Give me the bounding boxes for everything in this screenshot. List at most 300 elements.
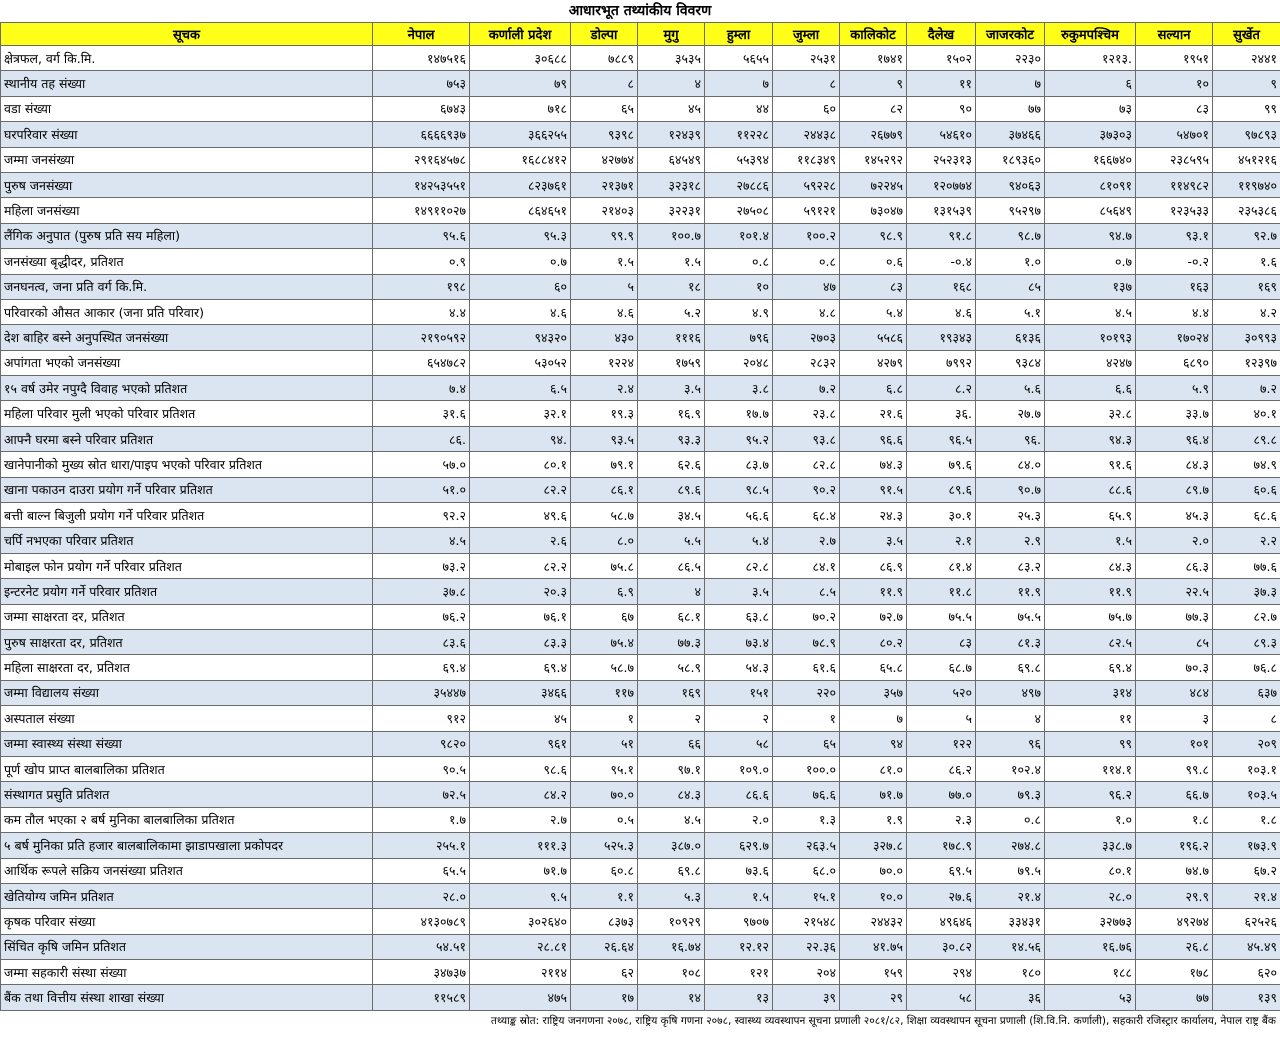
value-cell: ४.२ <box>1213 299 1280 324</box>
value-cell: ३४७३७ <box>373 960 470 985</box>
value-cell: २.७ <box>470 807 571 832</box>
value-cell: ८२.२ <box>470 477 571 502</box>
value-cell: २७४.८ <box>976 833 1045 858</box>
value-cell: ३४.५ <box>638 503 705 528</box>
value-cell: ६२० <box>1213 960 1280 985</box>
value-cell: ८९.६ <box>907 477 976 502</box>
header-column: सुर्खेत <box>1213 23 1280 46</box>
value-cell: २०४ <box>773 960 840 985</box>
value-cell: ९५.१ <box>571 756 638 781</box>
indicator-label: मोबाइल फोन प्रयोग गर्ने परिवार प्रतिशत <box>1 553 373 578</box>
value-cell: ५२५.३ <box>571 833 638 858</box>
value-cell: १० <box>1136 71 1213 96</box>
value-cell: ३ <box>1136 706 1213 731</box>
value-cell: १५.१ <box>773 883 840 908</box>
value-cell: ६.९ <box>571 579 638 604</box>
table-row <box>1 46 1280 71</box>
value-cell: ५८.९ <box>638 655 705 680</box>
value-cell: १४७५१६ <box>373 46 470 71</box>
header-row <box>1 23 1280 46</box>
indicator-label: खाना पकाउन दाउरा प्रयोग गर्ने परिवार प्रतिशत <box>1 477 373 502</box>
value-cell: १२३५३३ <box>1136 198 1213 223</box>
value-cell: २०४८ <box>705 350 773 375</box>
table-row <box>1 376 1280 401</box>
value-cell: १०९२९ <box>638 909 705 934</box>
value-cell: २६७७९ <box>840 122 907 147</box>
value-cell: १९६.२ <box>1136 833 1213 858</box>
value-cell: १.८ <box>1136 807 1213 832</box>
value-cell: २१४०३ <box>571 198 638 223</box>
indicator-label: जनसंख्या बृद्धीदर, प्रतिशत <box>1 249 373 274</box>
value-cell: ५८ <box>907 985 976 1010</box>
value-cell: २८.८१ <box>470 934 571 959</box>
value-cell: १० <box>705 274 773 299</box>
value-cell: ८९.३ <box>1213 629 1280 654</box>
value-cell: ५३०५२ <box>470 350 571 375</box>
indicator-label: घरपरिवार संख्या <box>1 122 373 147</box>
table-body <box>1 46 1280 1011</box>
value-cell: ५५८६ <box>840 325 907 350</box>
table-row <box>1 350 1280 375</box>
header-column: जाजरकोट <box>976 23 1045 46</box>
value-cell: ८६४६५१ <box>470 198 571 223</box>
value-cell: ८१.३ <box>976 629 1045 654</box>
value-cell: ५९२२८ <box>773 172 840 197</box>
value-cell: ९८२० <box>373 731 470 756</box>
value-cell: ५८.७ <box>571 655 638 680</box>
value-cell: १.१ <box>571 883 638 908</box>
value-cell: ९४३२० <box>470 325 571 350</box>
value-cell: ७६.२ <box>373 604 470 629</box>
value-cell: ९० <box>907 96 976 121</box>
value-cell: ६८.० <box>773 858 840 883</box>
value-cell: ६५ <box>773 731 840 756</box>
value-cell: १६९ <box>1213 274 1280 299</box>
indicator-label: स्थानीय तह संख्या <box>1 71 373 96</box>
value-cell: ०.९ <box>373 249 470 274</box>
value-cell: १०२.४ <box>976 756 1045 781</box>
value-cell: ८४.३ <box>1136 452 1213 477</box>
value-cell: ३.८ <box>705 376 773 401</box>
value-cell: ८.५ <box>773 579 840 604</box>
value-cell: १८८ <box>1045 960 1136 985</box>
value-cell: ५४७०१ <box>1136 122 1213 147</box>
value-cell: ६०.६ <box>1213 477 1280 502</box>
value-cell: ९६.४ <box>1136 426 1213 451</box>
value-cell: ९१.५ <box>840 477 907 502</box>
value-cell: ८.० <box>571 528 638 553</box>
value-cell: ९६ <box>976 731 1045 756</box>
value-cell: ६९.४ <box>373 655 470 680</box>
value-cell: ८३७३ <box>571 909 638 934</box>
value-cell: ६३७ <box>1213 680 1280 705</box>
value-cell: ११.९ <box>1045 579 1136 604</box>
value-cell: १५१ <box>705 680 773 705</box>
value-cell: ८०.१ <box>470 452 571 477</box>
value-cell: ४१.७५ <box>840 934 907 959</box>
value-cell: ९४.३ <box>1045 426 1136 451</box>
value-cell: ६९.८ <box>976 655 1045 680</box>
table-row <box>1 325 1280 350</box>
table-row <box>1 909 1280 934</box>
value-cell: ९०.२ <box>773 477 840 502</box>
value-cell: १.५ <box>705 883 773 908</box>
value-cell: ८४.० <box>976 452 1045 477</box>
table-row <box>1 172 1280 197</box>
value-cell: ८९.८ <box>1213 426 1280 451</box>
value-cell: १८९३६० <box>976 147 1045 172</box>
value-cell: ९४. <box>470 426 571 451</box>
value-cell: ७४.९ <box>1213 452 1280 477</box>
value-cell: १४.५६ <box>976 934 1045 959</box>
table-row <box>1 604 1280 629</box>
value-cell: ७४.७ <box>1136 858 1213 883</box>
value-cell: ३५३५ <box>638 46 705 71</box>
value-cell: १.५ <box>638 249 705 274</box>
value-cell: ८३.७ <box>705 452 773 477</box>
value-cell: ३५७ <box>840 680 907 705</box>
value-cell: ८६.९ <box>840 553 907 578</box>
value-cell: ७५३ <box>373 71 470 96</box>
value-cell: १३१५३९ <box>907 198 976 223</box>
value-cell: ७९ <box>470 71 571 96</box>
value-cell: ६८.१ <box>638 604 705 629</box>
value-cell: ९९ <box>1045 731 1136 756</box>
value-cell: २३.८ <box>773 401 840 426</box>
value-cell: २.६ <box>470 528 571 553</box>
value-cell: १६८८४१२ <box>470 147 571 172</box>
value-cell: १२०७७४ <box>907 172 976 197</box>
value-cell: ५.१ <box>976 299 1045 324</box>
value-cell: ४९२७४ <box>1136 909 1213 934</box>
value-cell: ९७.१ <box>638 756 705 781</box>
value-cell: ६७ <box>571 604 638 629</box>
table-row <box>1 934 1280 959</box>
value-cell: ६० <box>773 96 840 121</box>
value-cell: १२१३. <box>1045 46 1136 71</box>
value-cell: ७५.४ <box>571 629 638 654</box>
indicator-label: बैंक तथा वित्तीय संस्था शाखा संख्या <box>1 985 373 1010</box>
value-cell: २५३१ <box>773 46 840 71</box>
indicator-label: अपांगता भएको जनसंख्या <box>1 350 373 375</box>
indicator-label: महिला जनसंख्या <box>1 198 373 223</box>
indicator-label: कृषक परिवार संख्या <box>1 909 373 934</box>
header-column: हुम्ला <box>705 23 773 46</box>
indicator-label: आर्थिक रूपले सक्रिय जनसंख्या प्रतिशत <box>1 858 373 883</box>
value-cell: ४५ <box>470 706 571 731</box>
value-cell: ०.८ <box>976 807 1045 832</box>
value-cell: ४५.४९ <box>1213 934 1280 959</box>
value-cell: ९१.८ <box>907 223 976 248</box>
value-cell: ४१३०७८९ <box>373 909 470 934</box>
value-cell: १६.९ <box>638 401 705 426</box>
indicator-label: संस्थागत प्रसुति प्रतिशत <box>1 782 373 807</box>
value-cell: १५९ <box>840 960 907 985</box>
table-row <box>1 858 1280 883</box>
header-column: डोल्पा <box>571 23 638 46</box>
value-cell: २६.६४ <box>571 934 638 959</box>
value-cell: ३३८.७ <box>1045 833 1136 858</box>
value-cell: ९९.९ <box>571 223 638 248</box>
indicator-label: आफ्नै घरमा बस्ने परिवार प्रतिशत <box>1 426 373 451</box>
value-cell: ११.९ <box>840 579 907 604</box>
value-cell: १ <box>773 706 840 731</box>
value-cell: १.८ <box>1213 807 1280 832</box>
value-cell: ६२ <box>571 960 638 985</box>
value-cell: ७९६ <box>705 325 773 350</box>
value-cell: ५६.६ <box>705 503 773 528</box>
value-cell: ५४.३ <box>705 655 773 680</box>
value-cell: ३७४६६ <box>976 122 1045 147</box>
value-cell: ९०.५ <box>373 756 470 781</box>
value-cell: ८९.६ <box>638 477 705 502</box>
value-cell: १०९.० <box>705 756 773 781</box>
value-cell: ९ <box>840 71 907 96</box>
page-title: आधारभूत तथ्यांकीय विवरण <box>568 3 712 19</box>
value-cell: ११.९ <box>976 579 1045 604</box>
value-cell: २१३७१ <box>571 172 638 197</box>
value-cell: २२३० <box>976 46 1045 71</box>
value-cell: २.२ <box>1213 528 1280 553</box>
value-cell: १२४३९ <box>638 122 705 147</box>
value-cell: ८२३७६१ <box>470 172 571 197</box>
table-row <box>1 198 1280 223</box>
value-cell: ६६६६९३७ <box>373 122 470 147</box>
value-cell: १२३९७ <box>1213 350 1280 375</box>
value-cell: २४.३ <box>840 503 907 528</box>
header-column: मुगु <box>638 23 705 46</box>
value-cell: ६६ <box>638 731 705 756</box>
header-column: सल्यान <box>1136 23 1213 46</box>
value-cell: ३६. <box>907 401 976 426</box>
value-cell: २५२३१३ <box>907 147 976 172</box>
value-cell: ६३.८ <box>705 604 773 629</box>
value-cell: १६.७४ <box>638 934 705 959</box>
indicator-label: महिला परिवार मुली भएको परिवार प्रतिशत <box>1 401 373 426</box>
value-cell: ७०.० <box>571 782 638 807</box>
value-cell: ७९.५ <box>976 858 1045 883</box>
value-cell: ९१२ <box>373 706 470 731</box>
table-row <box>1 756 1280 781</box>
value-cell: ८२.७ <box>1213 604 1280 629</box>
value-cell: ३७३०३ <box>1045 122 1136 147</box>
value-cell: १६.७६ <box>1045 934 1136 959</box>
value-cell: १४२५३५५१ <box>373 172 470 197</box>
value-cell: ७.२ <box>773 376 840 401</box>
value-cell: ५.९ <box>1136 376 1213 401</box>
value-cell: ६२५२६ <box>1213 909 1280 934</box>
value-cell: १०३.१ <box>1213 756 1280 781</box>
value-cell: ७७ <box>1136 985 1213 1010</box>
table-row <box>1 401 1280 426</box>
value-cell: ८२.२ <box>470 553 571 578</box>
value-cell: ३०२६४० <box>470 909 571 934</box>
value-cell: १०१.४ <box>705 223 773 248</box>
value-cell: ६.६ <box>1045 376 1136 401</box>
value-cell: १३ <box>705 985 773 1010</box>
value-cell: १०८ <box>638 960 705 985</box>
value-cell: ७१.७ <box>840 782 907 807</box>
value-cell: ५.२ <box>638 299 705 324</box>
value-cell: ७९९२ <box>907 350 976 375</box>
value-cell: २१५४८ <box>773 909 840 934</box>
value-cell: ७०.३ <box>1136 655 1213 680</box>
table-row <box>1 833 1280 858</box>
value-cell: १४५२९२ <box>840 147 907 172</box>
indicator-label: देश बाहिर बस्ने अनुपस्थित जनसंख्या <box>1 325 373 350</box>
value-cell: ६५.५ <box>373 858 470 883</box>
value-cell: ४७५ <box>470 985 571 1010</box>
value-cell: ५४६१० <box>907 122 976 147</box>
value-cell: ३५४४७ <box>373 680 470 705</box>
value-cell: १९.३ <box>571 401 638 426</box>
value-cell: ६८.४ <box>773 503 840 528</box>
value-cell: २७८८६ <box>705 172 773 197</box>
header-column: दैलेख <box>907 23 976 46</box>
value-cell: ६२.६ <box>638 452 705 477</box>
value-cell: ३०६८८ <box>470 46 571 71</box>
table-row <box>1 807 1280 832</box>
value-cell: ८५ <box>1136 629 1213 654</box>
value-cell: १.९ <box>840 807 907 832</box>
value-cell: ८६. <box>373 426 470 451</box>
value-cell: ५२० <box>907 680 976 705</box>
table-row <box>1 579 1280 604</box>
value-cell: ६ <box>1045 71 1136 96</box>
header-column: नेपाल <box>373 23 470 46</box>
table-header <box>1 23 1280 46</box>
table-row <box>1 553 1280 578</box>
value-cell: ७०.० <box>840 858 907 883</box>
value-cell: २०९ <box>1213 731 1280 756</box>
value-cell: ४.६ <box>907 299 976 324</box>
value-cell: ८३.२ <box>976 553 1045 578</box>
value-cell: ५.५ <box>638 528 705 553</box>
value-cell: ८६.१ <box>571 477 638 502</box>
indicator-label: १५ वर्ष उमेर नपुग्दै विवाह भएको प्रतिशत <box>1 376 373 401</box>
statistics-table <box>0 22 1280 1011</box>
value-cell: १११.३ <box>470 833 571 858</box>
value-cell: १९८ <box>373 274 470 299</box>
indicator-label: ५ बर्ष मुनिका प्रति हजार बालबालिकामा झाडापखाला प्रकोपदर <box>1 833 373 858</box>
value-cell: ९५२९७ <box>976 198 1045 223</box>
value-cell: ८५६४९ <box>1045 198 1136 223</box>
value-cell: ९५.३ <box>470 223 571 248</box>
value-cell: ८४.२ <box>470 782 571 807</box>
value-cell: ११५८९ <box>373 985 470 1010</box>
value-cell: ४२७७४ <box>571 147 638 172</box>
value-cell: ८३ <box>840 274 907 299</box>
indicator-label: जम्मा सहकारी संस्था संख्या <box>1 960 373 985</box>
value-cell: २३५३८६ <box>1213 198 1280 223</box>
indicator-label: पुरुष साक्षरता दर, प्रतिशत <box>1 629 373 654</box>
table-row <box>1 147 1280 172</box>
value-cell: ९३.५ <box>571 426 638 451</box>
value-cell: २३८५९५ <box>1136 147 1213 172</box>
value-cell: ३०.१ <box>907 503 976 528</box>
value-cell: ७०.२ <box>773 604 840 629</box>
value-cell: ९६.६ <box>840 426 907 451</box>
value-cell: १२१ <box>705 960 773 985</box>
value-cell: ९८.५ <box>705 477 773 502</box>
value-cell: ७६.१ <box>470 604 571 629</box>
value-cell: ८९.७ <box>1136 477 1213 502</box>
value-cell: १.५ <box>571 249 638 274</box>
table-row <box>1 629 1280 654</box>
value-cell: ३३४३१ <box>976 909 1045 934</box>
value-cell: २२.३६ <box>773 934 840 959</box>
value-cell: ७६.६ <box>773 782 840 807</box>
value-cell: ४ <box>976 706 1045 731</box>
value-cell: १७५९ <box>638 350 705 375</box>
value-cell: ८२.८ <box>705 553 773 578</box>
indicator-label: जम्मा स्वास्थ्य संस्था संख्या <box>1 731 373 756</box>
value-cell: ५८ <box>705 731 773 756</box>
value-cell: १६३ <box>1136 274 1213 299</box>
value-cell: १.० <box>976 249 1045 274</box>
value-cell: ७९.३ <box>976 782 1045 807</box>
value-cell: ५.४ <box>705 528 773 553</box>
value-cell: १७८ <box>1136 960 1213 985</box>
value-cell: ६४५४९ <box>638 147 705 172</box>
value-cell: १७३.९ <box>1213 833 1280 858</box>
value-cell: ३२७७३ <box>1045 909 1136 934</box>
value-cell: ६८.७ <box>907 655 976 680</box>
table-row <box>1 706 1280 731</box>
value-cell: ७.४ <box>373 376 470 401</box>
indicator-label: बत्ती बाल्न बिजुली प्रयोग गर्ने परिवार प्रतिशत <box>1 503 373 528</box>
value-cell: ७३०४७ <box>840 198 907 223</box>
value-cell: ८१०९१ <box>1045 172 1136 197</box>
table-row <box>1 274 1280 299</box>
value-cell: ३४६६ <box>470 680 571 705</box>
value-cell: ११ <box>1045 706 1136 731</box>
value-cell: ४९७ <box>976 680 1045 705</box>
value-cell: ९८.७ <box>976 223 1045 248</box>
value-cell: ३७.८ <box>373 579 470 604</box>
value-cell: २६.८ <box>1136 934 1213 959</box>
table-row <box>1 452 1280 477</box>
indicator-label: लैंगिक अनुपात (पुरुष प्रति सय महिला) <box>1 223 373 248</box>
value-cell: ८६.५ <box>638 553 705 578</box>
indicator-label: चर्पि नभएका परिवार प्रतिशत <box>1 528 373 553</box>
value-cell: १११६ <box>638 325 705 350</box>
value-cell: २१.६ <box>840 401 907 426</box>
value-cell: २४४३८ <box>773 122 840 147</box>
indicator-label: परिवारको औसत आकार (जना प्रति परिवार) <box>1 299 373 324</box>
value-cell: २१.४ <box>1213 883 1280 908</box>
table-row <box>1 249 1280 274</box>
value-cell: ५८.७ <box>571 503 638 528</box>
value-cell: ६९.४ <box>470 655 571 680</box>
value-cell: ३८७.० <box>638 833 705 858</box>
table-row <box>1 731 1280 756</box>
value-cell: ८४.१ <box>773 553 840 578</box>
value-cell: ७८.९ <box>773 629 840 654</box>
value-cell: १.० <box>1045 807 1136 832</box>
indicator-label: खेतियोग्य जमिन प्रतिशत <box>1 883 373 908</box>
indicator-label: इन्टरनेट प्रयोग गर्ने परिवार प्रतिशत <box>1 579 373 604</box>
value-cell: ४ <box>638 71 705 96</box>
value-cell: ०.६ <box>840 249 907 274</box>
value-cell: ७३.६ <box>705 858 773 883</box>
value-cell: ६५.८ <box>840 655 907 680</box>
header-indicator: सूचक <box>1 23 373 46</box>
value-cell: ३६ <box>976 985 1045 1010</box>
value-cell: ९६. <box>976 426 1045 451</box>
value-cell: ११ <box>907 71 976 96</box>
value-cell: ४९.६ <box>470 503 571 528</box>
